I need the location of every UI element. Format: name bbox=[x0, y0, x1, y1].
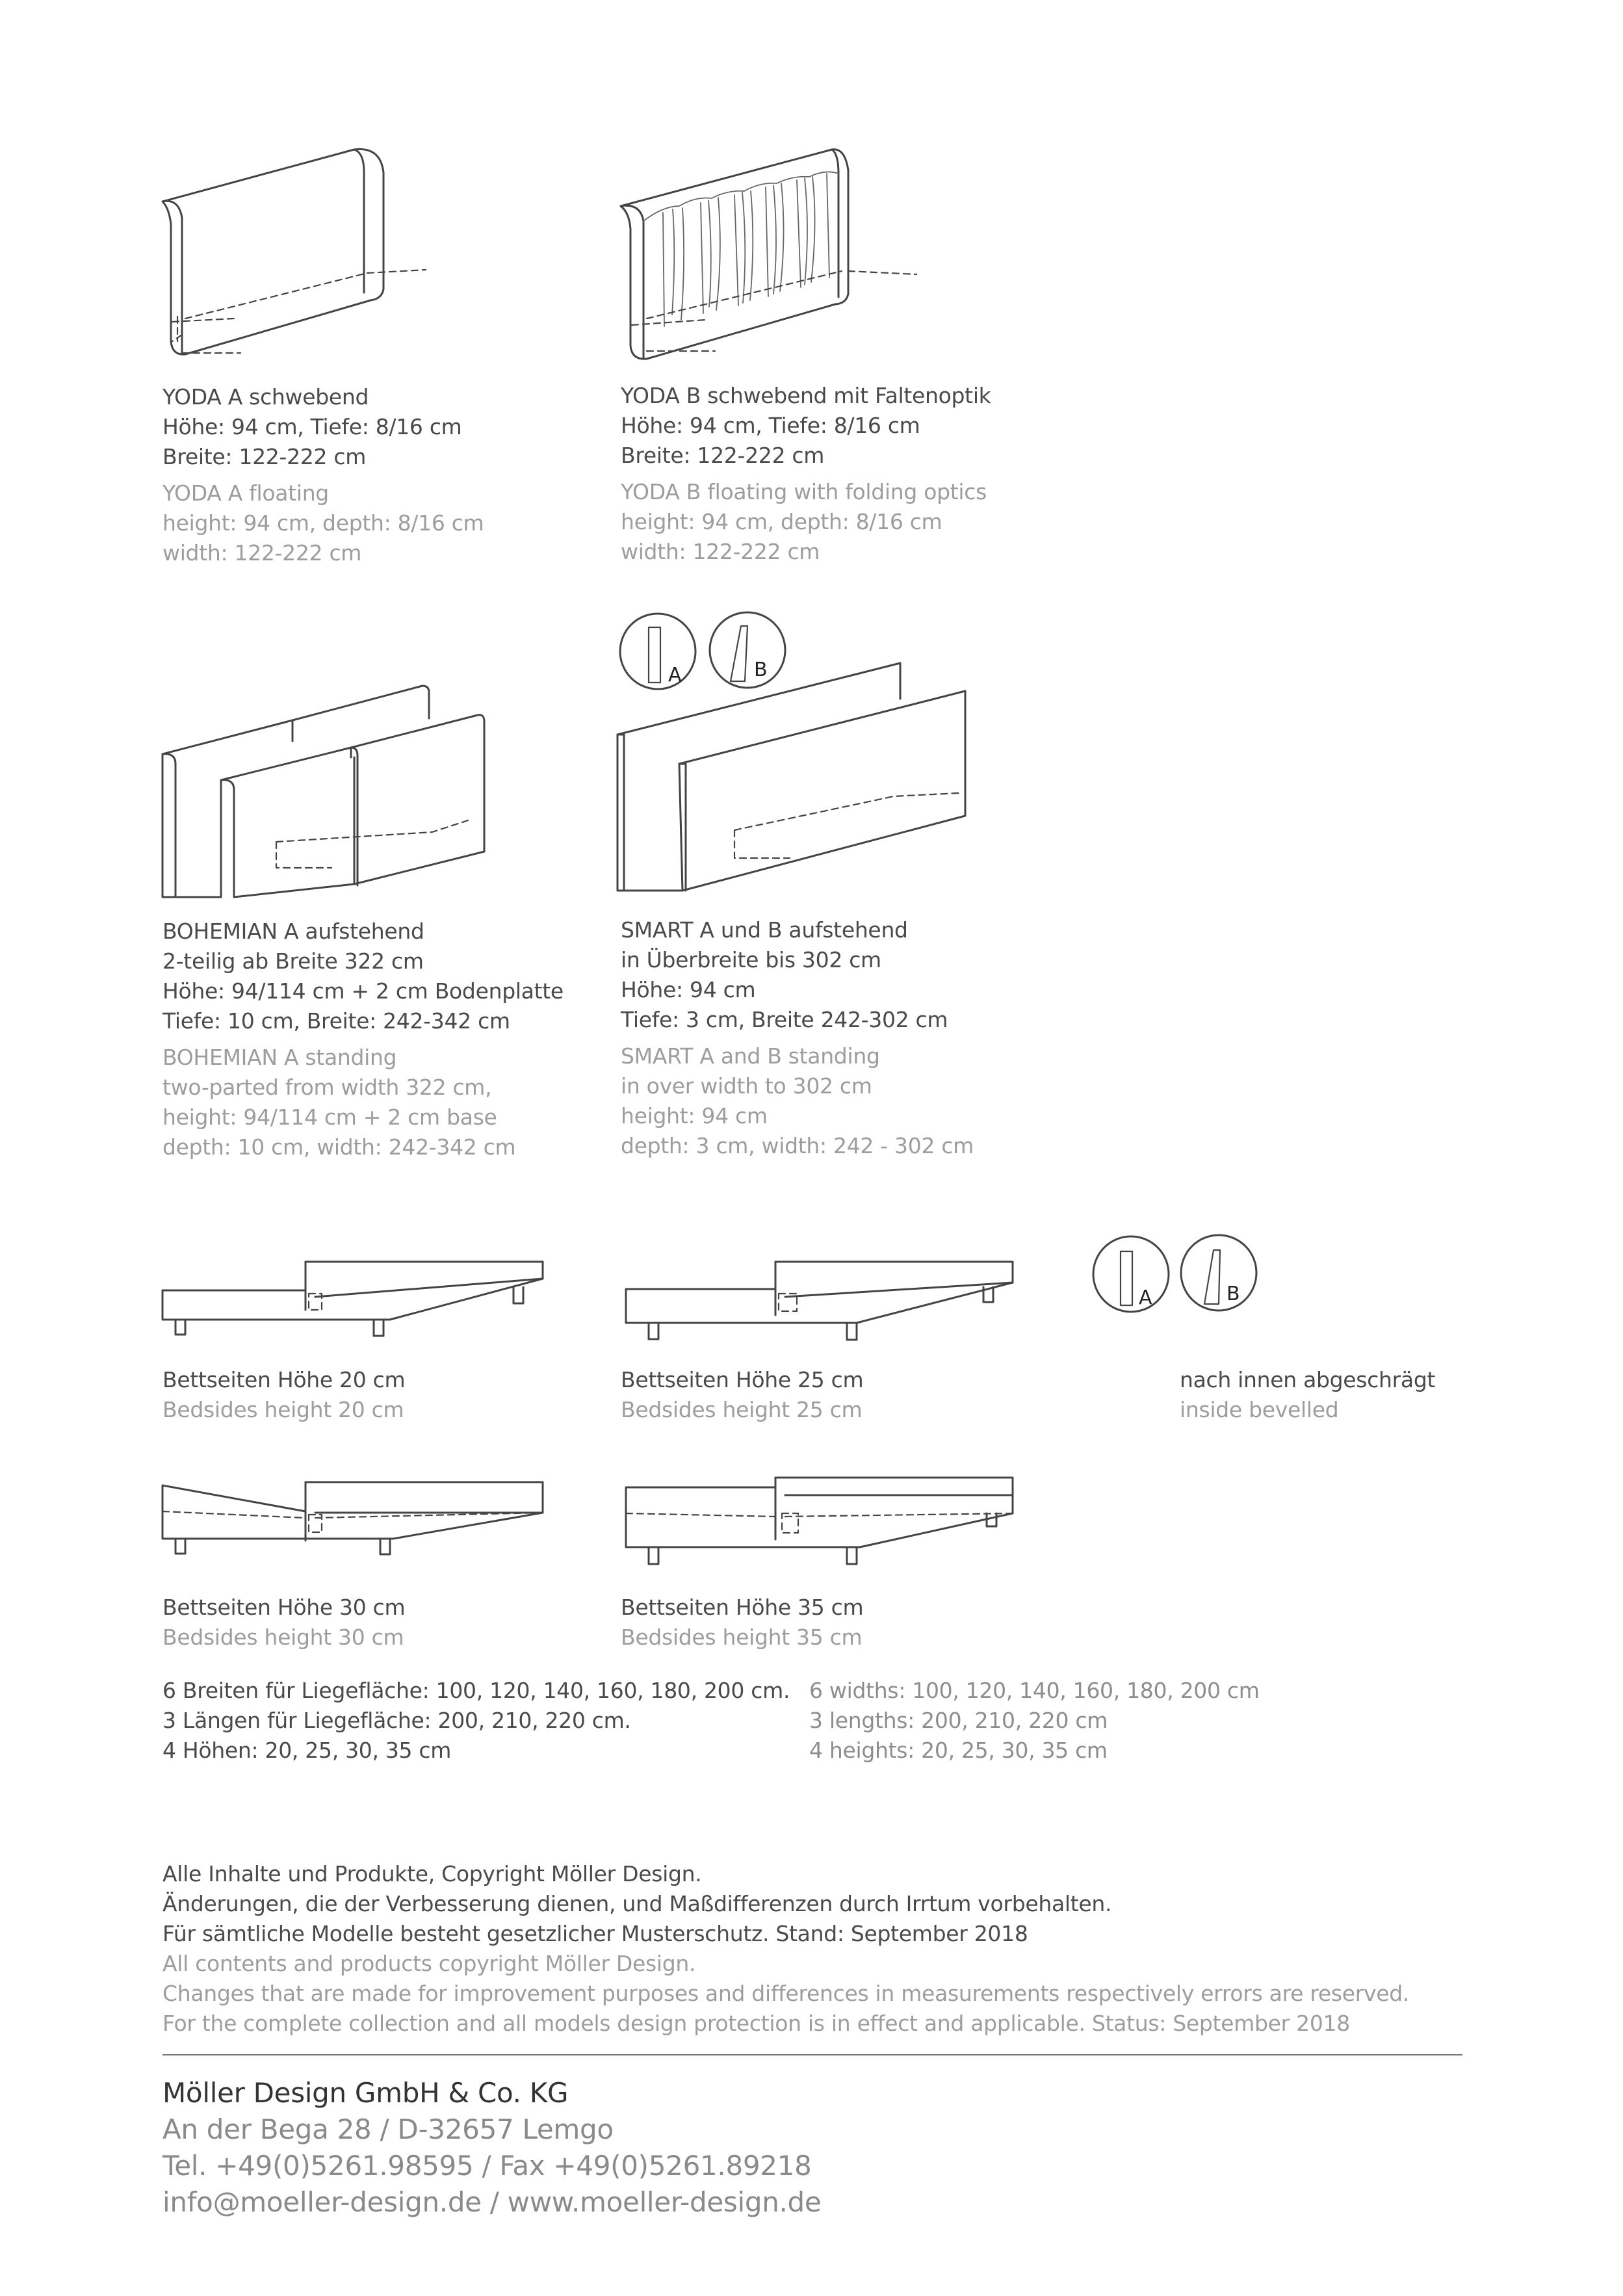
bohemian-a-en-line: depth: 10 cm, width: 242-342 cm bbox=[162, 1134, 516, 1160]
sizes-de-line: 3 Längen für Liegefläche: 200, 210, 220 cm. bbox=[162, 1708, 631, 1733]
yoda-b-text bbox=[621, 381, 991, 567]
legal-de-line: Änderungen, die der Verbesserung dienen, und Maßdifferenzen durch Irrtum vorbehalten. bbox=[162, 1891, 1112, 1916]
yoda-b-en-line: width: 122-222 cm bbox=[621, 539, 820, 564]
legal-de-line: Alle Inhalte und Produkte, Copyright Möller Design. bbox=[162, 1861, 702, 1886]
bevel-profile-b-label: B bbox=[1227, 1283, 1240, 1305]
sizes-en-line: 6 widths: 100, 120, 140, 160, 180, 200 cm bbox=[809, 1678, 1260, 1703]
smart-ab-text bbox=[621, 915, 974, 1161]
bedside-20-de: Bettseiten Höhe 20 cm bbox=[162, 1367, 406, 1392]
yoda-a-en-line: height: 94 cm, depth: 8/16 cm bbox=[162, 510, 484, 536]
smart-ab-de-line: Tiefe: 3 cm, Breite 242-302 cm bbox=[621, 1007, 948, 1032]
bedside-35-illustration bbox=[623, 1474, 1013, 1578]
yoda-b-de-line: Höhe: 94 cm, Tiefe: 8/16 cm bbox=[621, 413, 920, 438]
bevel-profile-a-label: A bbox=[1139, 1286, 1152, 1309]
bedside-20-illustration bbox=[159, 1258, 549, 1355]
footer-divider bbox=[162, 2054, 1462, 2055]
bedside-30-text bbox=[162, 1593, 405, 1652]
yoda-b-de-line: YODA B schwebend mit Faltenoptik bbox=[621, 383, 991, 408]
bevel-profile-a-icon bbox=[1092, 1235, 1176, 1320]
bevel-de: nach innen abgeschrägt bbox=[1180, 1367, 1436, 1392]
yoda-b-en-line: height: 94 cm, depth: 8/16 cm bbox=[621, 509, 942, 534]
bedside-25-illustration bbox=[623, 1258, 1013, 1355]
bedside-35-text bbox=[621, 1593, 863, 1652]
company-address: An der Bega 28 / D-32657 Lemgo bbox=[162, 2113, 614, 2145]
bedside-30-de: Bettseiten Höhe 30 cm bbox=[162, 1595, 406, 1620]
yoda-a-de-line: YODA A schwebend bbox=[162, 384, 369, 410]
profile-b-label: B bbox=[754, 659, 768, 681]
sizes-en-line: 4 heights: 20, 25, 30, 35 cm bbox=[809, 1738, 1108, 1763]
smart-ab-illustration bbox=[614, 660, 978, 900]
smart-ab-en-line: in over width to 302 cm bbox=[621, 1073, 872, 1099]
yoda-a-de-line: Höhe: 94 cm, Tiefe: 8/16 cm bbox=[162, 414, 462, 439]
bohemian-a-illustration bbox=[159, 683, 497, 910]
yoda-b-illustration bbox=[617, 144, 929, 365]
bohemian-a-text bbox=[162, 917, 564, 1162]
bevel-en: inside bevelled bbox=[1180, 1397, 1339, 1422]
smart-ab-de-line: SMART A und B aufstehend bbox=[621, 917, 908, 943]
yoda-b-en-line: YODA B floating with folding optics bbox=[621, 479, 987, 504]
company-phone: Tel. +49(0)5261.98595 / Fax +49(0)5261.89218 bbox=[162, 2150, 812, 2182]
legal-notice bbox=[162, 1859, 1409, 2039]
company-info bbox=[162, 2075, 821, 2221]
bedside-25-text bbox=[621, 1365, 863, 1425]
legal-de-line: Für sämtliche Modelle besteht gesetzlicher Musterschutz. Stand: September 2018 bbox=[162, 1921, 1028, 1946]
bedside-35-en: Bedsides height 35 cm bbox=[621, 1624, 863, 1650]
legal-en-line: Changes that are made for improvement purposes and differences in measurements respectively errors are reserved. bbox=[162, 1981, 1410, 2006]
sizes-de-line: 6 Breiten für Liegefläche: 100, 120, 140, 160, 180, 200 cm. bbox=[162, 1678, 790, 1703]
smart-ab-en-line: depth: 3 cm, width: 242 - 302 cm bbox=[621, 1133, 974, 1158]
bohemian-a-de-line: Höhe: 94/114 cm + 2 cm Bodenplatte bbox=[162, 978, 564, 1004]
yoda-a-de-line: Breite: 122-222 cm bbox=[162, 444, 367, 469]
sizes-en-line: 3 lengths: 200, 210, 220 cm bbox=[809, 1708, 1108, 1733]
bohemian-a-de-line: BOHEMIAN A aufstehend bbox=[162, 919, 424, 944]
bohemian-a-en-line: height: 94/114 cm + 2 cm base bbox=[162, 1104, 497, 1130]
bevel-profile-b-icon bbox=[1180, 1234, 1264, 1318]
yoda-a-en-line: YODA A floating bbox=[162, 480, 329, 506]
yoda-b-de-line: Breite: 122-222 cm bbox=[621, 443, 825, 468]
legal-en-line: For the complete collection and all models design protection is in effect and applicable. Status: September 2018 bbox=[162, 2011, 1350, 2036]
smart-ab-de-line: in Überbreite bis 302 cm bbox=[621, 947, 881, 972]
sizes-de-line: 4 Höhen: 20, 25, 30, 35 cm bbox=[162, 1738, 452, 1763]
sizes-en bbox=[809, 1676, 1260, 1766]
bohemian-a-en-line: two-parted from width 322 cm, bbox=[162, 1075, 492, 1100]
yoda-a-illustration bbox=[159, 146, 439, 367]
bedside-25-en: Bedsides height 25 cm bbox=[621, 1397, 863, 1422]
bevel-text bbox=[1180, 1365, 1435, 1425]
yoda-a-en-line: width: 122-222 cm bbox=[162, 540, 362, 566]
legal-en-line: All contents and products copyright Möller Design. bbox=[162, 1951, 696, 1976]
bedside-30-illustration bbox=[159, 1479, 549, 1576]
bedside-25-de: Bettseiten Höhe 25 cm bbox=[621, 1367, 864, 1392]
company-web[interactable]: info@moeller-design.de / www.moeller-design.de bbox=[162, 2186, 822, 2218]
bedside-30-en: Bedsides height 30 cm bbox=[162, 1624, 404, 1650]
bedside-35-de: Bettseiten Höhe 35 cm bbox=[621, 1595, 864, 1620]
bohemian-a-de-line: Tiefe: 10 cm, Breite: 242-342 cm bbox=[162, 1008, 510, 1034]
smart-ab-en-line: height: 94 cm bbox=[621, 1103, 768, 1128]
profile-a-label: A bbox=[668, 664, 682, 686]
company-name: Möller Design GmbH & Co. KG bbox=[162, 2077, 569, 2109]
yoda-a-text bbox=[162, 382, 484, 568]
bohemian-a-en-line: BOHEMIAN A standing bbox=[162, 1045, 397, 1070]
bohemian-a-de-line: 2-teilig ab Breite 322 cm bbox=[162, 948, 424, 974]
bedside-20-en: Bedsides height 20 cm bbox=[162, 1397, 404, 1422]
bedside-20-text bbox=[162, 1365, 405, 1425]
smart-ab-de-line: Höhe: 94 cm bbox=[621, 977, 756, 1002]
sizes-de bbox=[162, 1676, 790, 1766]
smart-ab-en-line: SMART A and B standing bbox=[621, 1043, 880, 1069]
